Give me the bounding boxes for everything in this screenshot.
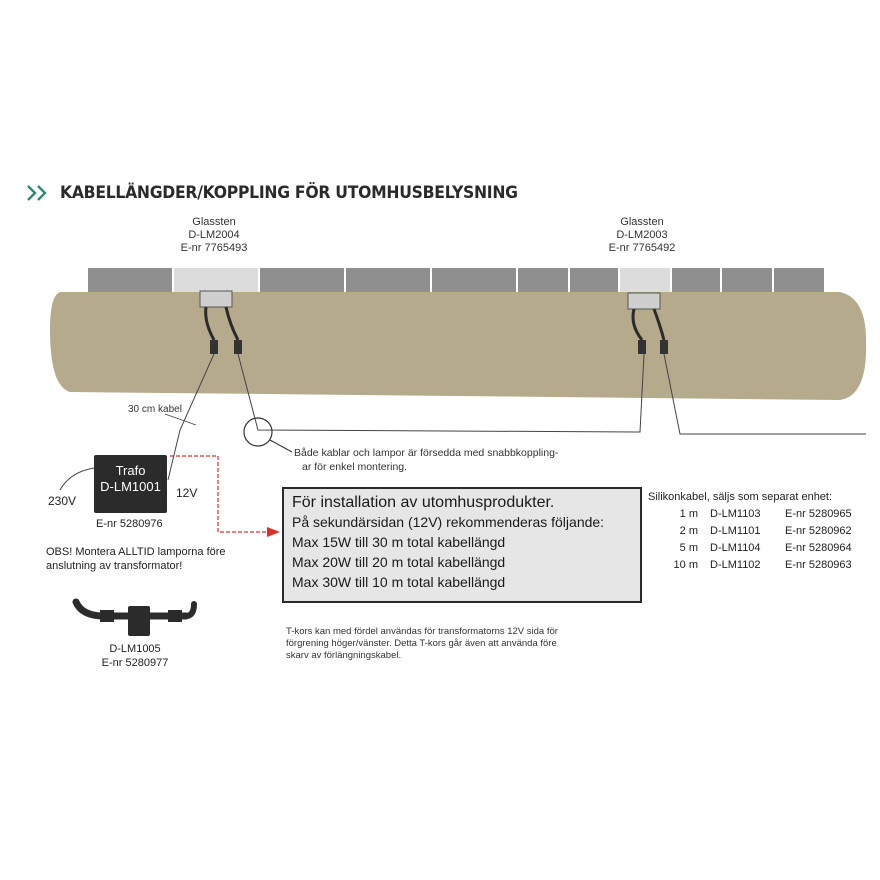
paver [260, 268, 344, 294]
paver [518, 268, 568, 294]
lamp-enr: E-nr 7765493 [180, 242, 248, 254]
transformer [94, 455, 167, 513]
transformer-enr: E-nr 5280976 [96, 518, 163, 530]
table-row: 1 m D-LM1103 E-nr 5280965 [679, 508, 852, 520]
warning-note: OBS! Montera ALLTID lamporna före anslutning av transformator! [46, 546, 226, 572]
lamp-label-left [166, 216, 262, 255]
info-line: Max 20W till 20 m total kabellängd [292, 554, 506, 570]
cable-table-header: Silikonkabel, säljs som separat enhet: [648, 491, 833, 503]
table-row: 5 m D-LM1104 E-nr 5280964 [679, 542, 852, 554]
input-voltage: 230V [48, 494, 77, 508]
table-row: 2 m D-LM1101 E-nr 5280962 [679, 525, 852, 537]
ground-layer [50, 292, 866, 400]
quick-connect-note: Både kablar och lampor är försedda med snabbkoppling- ar för enkel montering. [294, 447, 559, 473]
table-row: 10 m D-LM1102 E-nr 5280963 [673, 559, 852, 571]
lamp-name: Glassten [192, 216, 236, 228]
t-cross-connector [76, 602, 194, 636]
paver [88, 268, 172, 294]
paver [346, 268, 430, 294]
paver [432, 268, 516, 294]
glass-paver-right [620, 268, 670, 294]
cable-table [648, 491, 875, 574]
quick-connect-callout [244, 418, 272, 446]
output-voltage: 12V [176, 486, 198, 500]
info-subheading: På sekundärsidan (12V) rekommenderas följande: [292, 514, 605, 530]
info-heading: För installation av utomhusprodukter. [292, 494, 555, 511]
paver [672, 268, 720, 294]
transformer-name: Trafo [115, 463, 146, 478]
paver [570, 268, 618, 294]
info-line: Max 30W till 10 m total kabellängd [292, 574, 506, 590]
cable-length-label: 30 cm kabel [128, 404, 182, 415]
paver [774, 268, 824, 294]
lamp-model: D-LM2003 [616, 229, 668, 241]
paver [722, 268, 772, 294]
info-line: Max 15W till 30 m total kabellängd [292, 534, 506, 550]
tcross-note: T-kors kan med fördel användas för transformatorns 12V sida för förgrening höger/vänster. Detta T-kors går även att använda före skarv av förlängningskabel. [286, 626, 558, 661]
glass-paver-left [174, 268, 258, 294]
page-title: KABELLÄNGDER/KOPPLING FÖR UTOMHUSBELYSNING [60, 183, 518, 203]
lamp-enr: E-nr 7765492 [608, 242, 676, 254]
installation-info-box [282, 487, 642, 603]
lamp-model: D-LM2004 [188, 229, 240, 241]
lamp-name: Glassten [620, 216, 664, 228]
paver-row [88, 268, 824, 294]
tcross-label: D-LM1005 E-nr 5280977 [101, 643, 169, 669]
transformer-model: D-LM1001 [100, 479, 161, 494]
lamp-label-right [594, 216, 690, 255]
